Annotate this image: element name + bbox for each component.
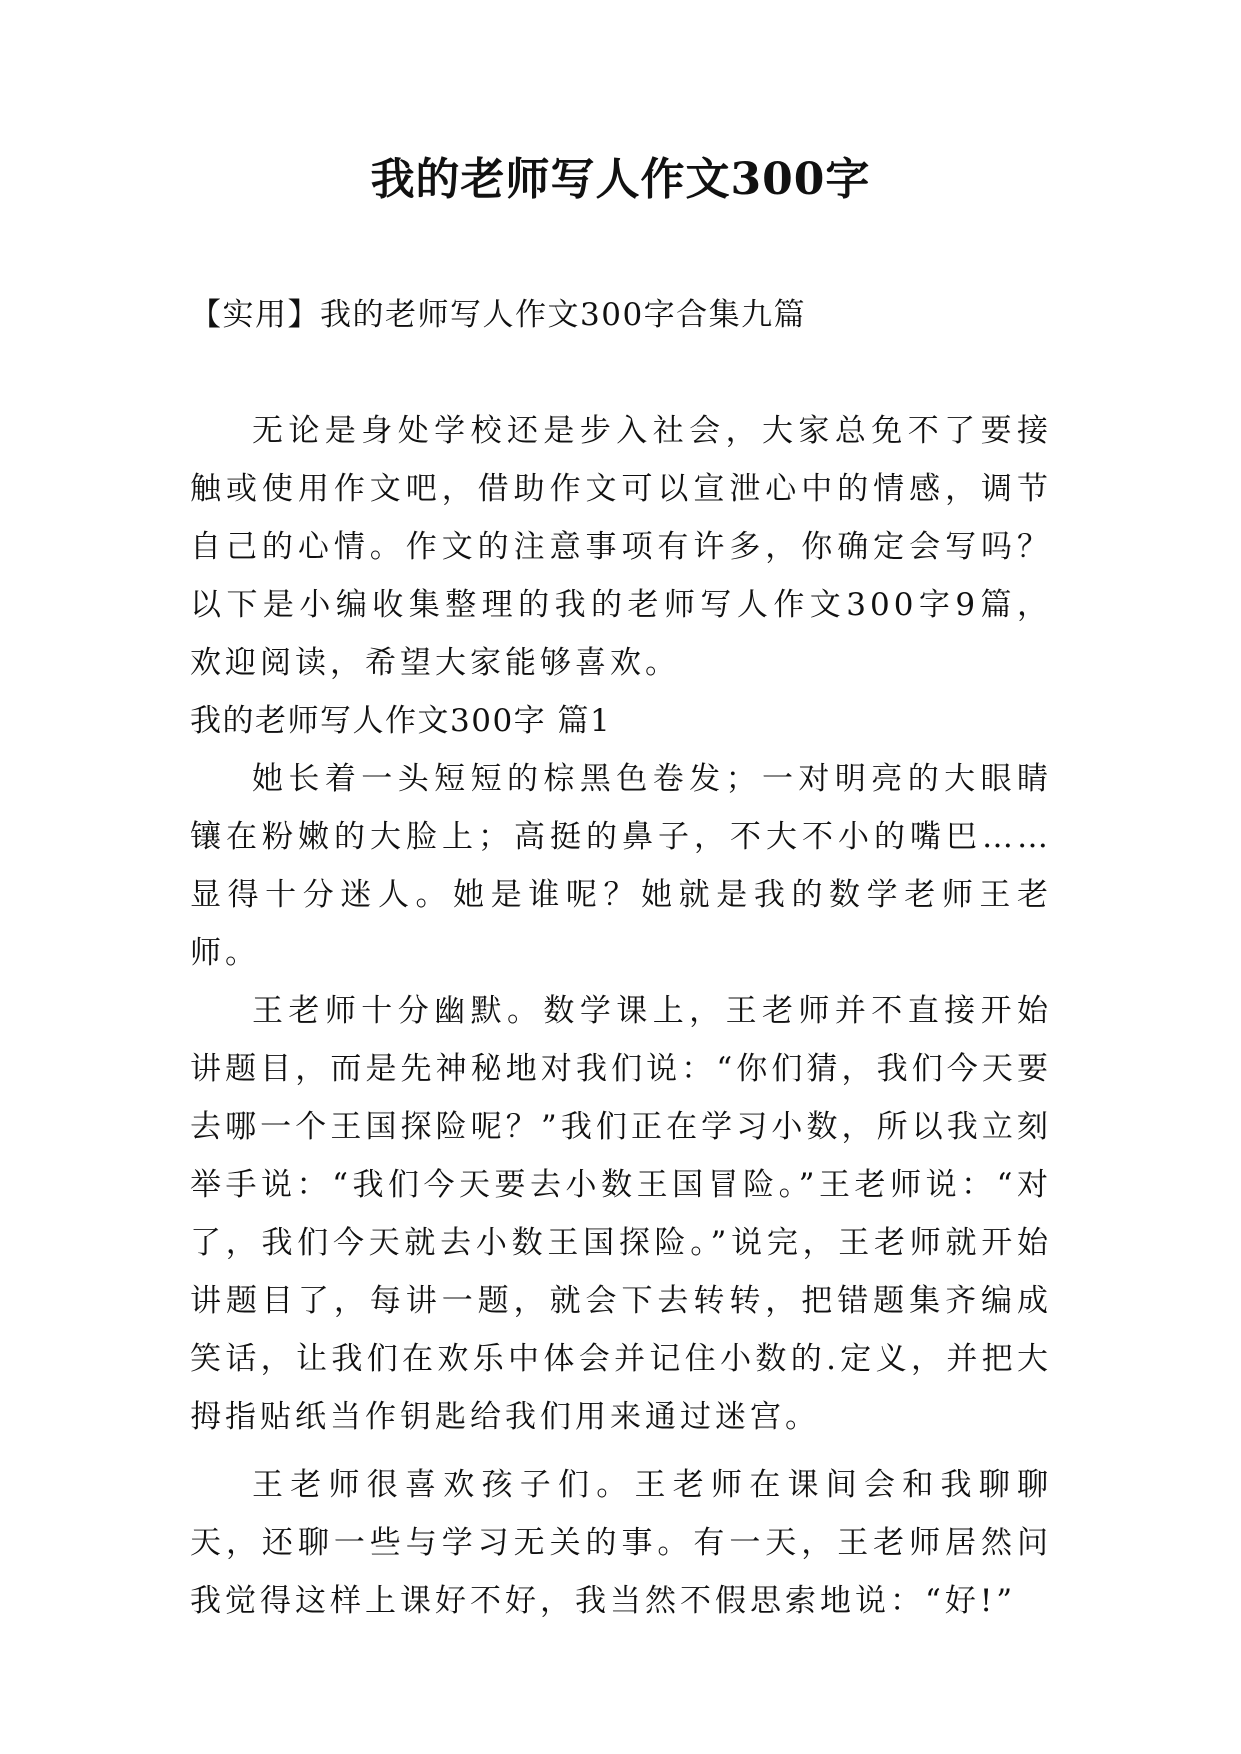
- intro-paragraph: 无论是身处学校还是步入社会，大家总免不了要接触或使用作文吧，借助作文可以宣泄心中的情感，调节自己的心情。作文的注意事项有许多，你确定会写吗？以下是小编收集整理的我的老师写人作文300字9篇，欢迎阅读，希望大家能够喜欢。: [190, 413, 1052, 681]
- document-subtitle: 【实用】我的老师写人作文300字合集九篇: [190, 297, 807, 333]
- document-title: 我的老师写人作文300字: [370, 154, 871, 205]
- body-paragraph-2: 王老师十分幽默。数学课上，王老师并不直接开始讲题目，而是先神秘地对我们说：“你们猜，我们今天要去哪一个王国探险呢？”我们正在学习小数，所以我立刻举手说：“我们今天要去小数王国冒险。”王老师说：“对了，我们今天就去小数王国探险。”说完，王老师就开始讲题目了，每讲一题，就会下去转转，把错题集齐编成笑话，让我们在欢乐中体会并记住小数的.定义，并把大拇指贴纸当作钥匙给我们用来通过迷宫。: [190, 993, 1052, 1435]
- body-paragraph-1: 她长着一头短短的棕黑色卷发；一对明亮的大眼睛镶在粉嫩的大脸上；高挺的鼻子，不大不小的嘴巴……显得十分迷人。她是谁呢？她就是我的数学老师王老师。: [190, 761, 1052, 971]
- document-body: [190, 402, 1052, 1630]
- body-paragraph-3: 王老师很喜欢孩子们。王老师在课间会和我聊聊天，还聊一些与学习无关的事。有一天，王老师居然问我觉得这样上课好不好，我当然不假思索地说：“好!”: [190, 1467, 1052, 1619]
- section-heading: 我的老师写人作文300字 篇1: [190, 703, 612, 739]
